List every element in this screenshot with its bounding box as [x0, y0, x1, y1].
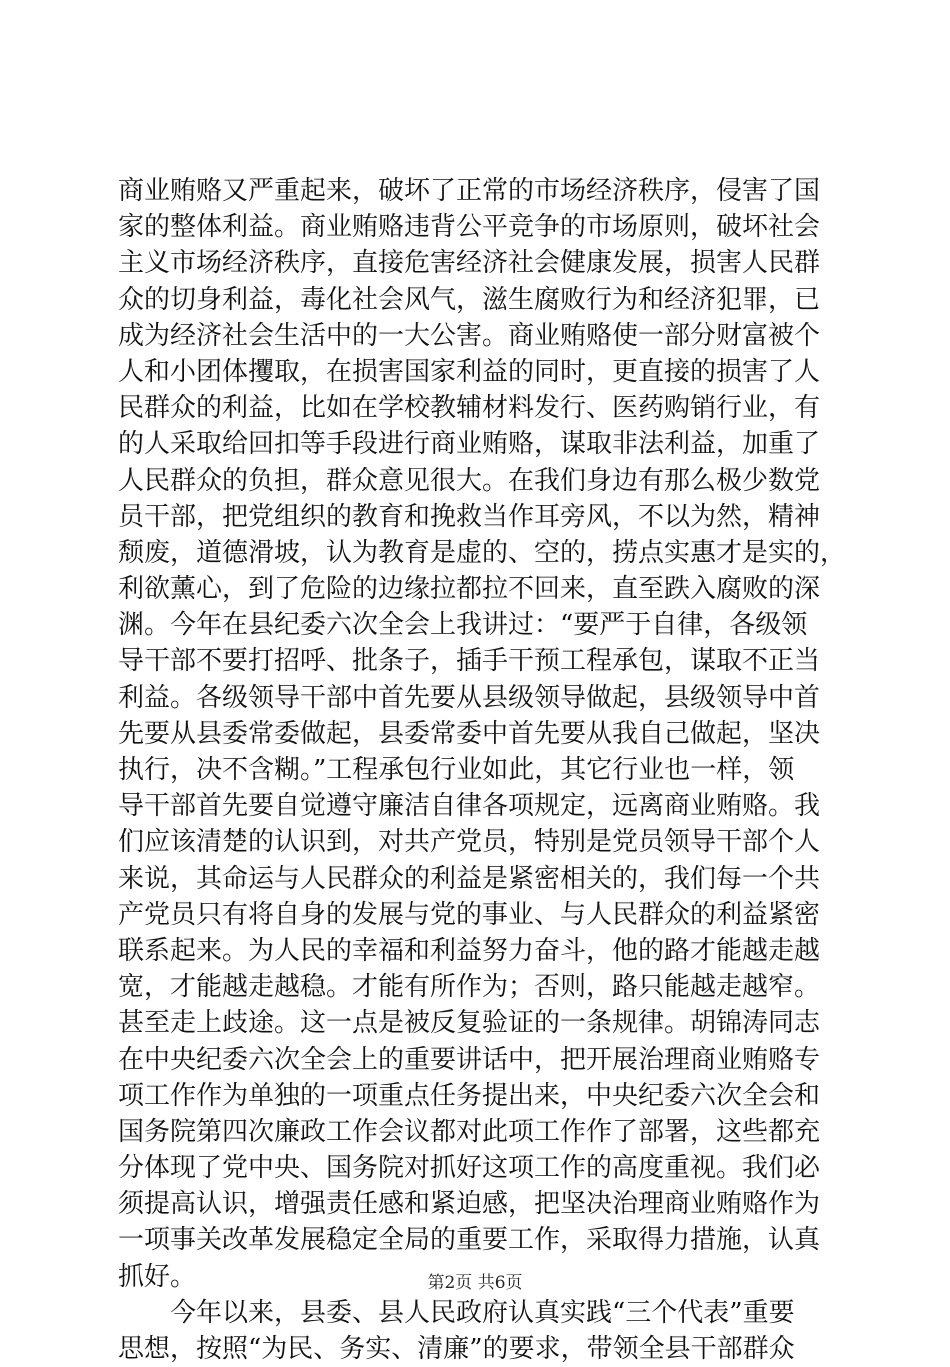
text-line: 一项事关改革发展稳定全局的重要工作，采取得力措施，认真: [118, 1225, 821, 1256]
text-line: 宽，才能越走越稳。才能有所作为；否则，路只能越走越窄。: [118, 972, 821, 1003]
text-line: 在中央纪委六次全会上的重要讲话中，把开展治理商业贿赂专: [118, 1044, 821, 1075]
text-line: 来说，其命运与人民群众的利益是紧密相关的，我们每一个共: [118, 863, 821, 894]
text-line: 联系起来。为人民的幸福和利益努力奋斗，他的路才能越走越: [118, 935, 821, 966]
text-line: 项工作作为单独的一项重点任务提出来，中央纪委六次全会和: [118, 1080, 821, 1111]
text-line: 们应该清楚的认识到，对共产党员，特别是党员领导干部个人: [118, 827, 821, 858]
text-line: 主义市场经济秩序，直接危害经济社会健康发展，损害人民群: [118, 248, 821, 279]
text-line: 国务院第四次廉政工作会议都对此项工作作了部署，这些都充: [118, 1116, 821, 1147]
text-line: 员干部，把党组织的教育和挽救当作耳旁风，不以为然，精神: [118, 501, 821, 532]
text-line: 家的整体利益。商业贿赂违背公平竞争的市场原则，破坏社会: [118, 212, 821, 243]
text-line: 产党员只有将自身的发展与党的事业、与人民群众的利益紧密: [118, 899, 821, 930]
text-line: 人和小团体攫取，在损害国家利益的同时，更直接的损害了人: [118, 356, 821, 387]
text-line: 先要从县委常委做起，县委常委中首先要从我自己做起，坚决: [118, 718, 821, 749]
text-line: 商业贿赂又严重起来，破坏了正常的市场经济秩序，侵害了国: [118, 176, 821, 206]
text-line: 分体现了党中央、国务院对抓好这项工作的高度重视。我们必: [118, 1153, 821, 1184]
body-text: [118, 173, 847, 1367]
paragraph-start-line: 今年以来，县委、县人民政府认真实践“三个代表”重要: [170, 1297, 795, 1328]
text-line: 导干部首先要自觉遵守廉洁自律各项规定，远离商业贿赂。我: [118, 791, 821, 822]
text-line: 利欲薰心，到了危险的边缘拉都拉不回来，直至跌入腐败的深: [118, 574, 821, 605]
text-line: 民群众的利益，比如在学校教辅材料发行、医药购销行业，有: [118, 393, 821, 424]
text-line: 渊。今年在县纪委六次全会上我讲过：“要严于自律，各级领: [118, 610, 808, 641]
page-number-footer: 第2页 共6页: [427, 1273, 523, 1293]
text-line: 执行，决不含糊。”工程承包行业如此，其它行业也一样，领: [118, 755, 795, 785]
text-line: 人民群众的负担，群众意见很大。在我们身边有那么极少数党: [118, 465, 821, 496]
text-line: 抓好。: [118, 1261, 197, 1292]
text-line: 成为经济社会生活中的一大公害。商业贿赂使一部分财富被个: [118, 320, 821, 351]
text-line: 的人采取给回扣等手段进行商业贿赂，谋取非法利益，加重了: [118, 429, 821, 460]
text-line: 甚至走上歧途。这一点是被反复验证的一条规律。胡锦涛同志: [118, 1008, 821, 1039]
text-line: 利益。各级领导干部中首先要从县级领导做起，县级领导中首: [118, 682, 821, 713]
text-line: 思想，按照“为民、务实、清廉”的要求，带领全县干部群众: [118, 1334, 795, 1364]
text-line: 导干部不要打招呼、批条子，插手干预工程承包，谋取不正当: [118, 646, 821, 677]
text-line: 众的切身利益，毒化社会风气，滋生腐败行为和经济犯罪，已: [118, 284, 821, 315]
text-line: 颓废，道德滑坡，认为教育是虚的、空的，捞点实惠才是实的，: [118, 537, 847, 568]
text-line: 须提高认识，增强责任感和紧迫感，把坚决治理商业贿赂作为: [118, 1189, 821, 1220]
